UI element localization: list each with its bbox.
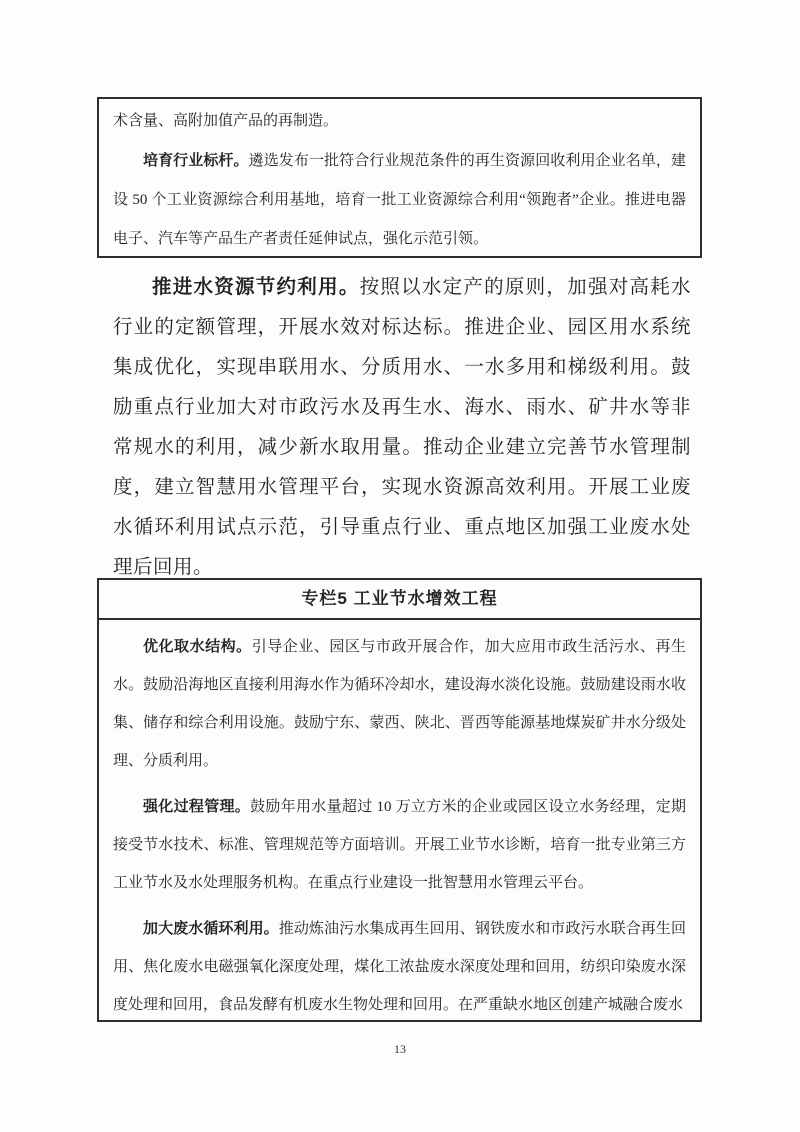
intake-structure-lead: 优化取水结构。 <box>143 638 252 655</box>
box-industry-benchmark <box>97 97 702 258</box>
water-conservation-body: 按照以水定产的原则，加强对高耗水行业的定额管理，开展水效对标达标。推进企业、园区用水系统集成优化，实现串联用水、分质用水、一水多用和梯级利用。鼓励重点行业加大对市政污水及再生水、海水、雨水、矿井水等非常规水的利用，减少新水取用量。推动企业建立完善节水管理制度，建立智慧用水管理平台，实现水资源高效利用。开展工业废水循环利用试点示范，引导重点行业、重点地区加强工业废水处理后回用。 <box>113 277 691 578</box>
water-conservation-paragraph <box>113 267 691 588</box>
box-column5-water-saving <box>97 578 702 1022</box>
benchmark-paragraph-lead: 培育行业标杆。 <box>143 152 249 169</box>
column5-title: 专栏5 工业节水增效工程 <box>99 580 700 620</box>
column5-paragraph-wastewater-recycling <box>113 910 686 1022</box>
water-conservation-section <box>113 267 691 588</box>
benchmark-paragraph <box>113 141 686 258</box>
continuation-text: 术含量、高附加值产品的再制造。 <box>113 113 339 129</box>
process-management-body: 鼓励年用水量超过 10 万立方米的企业或园区设立水务经理，定期接受节水技术、标准、管理规范等方面培训。开展工业节水诊断，培育一批专业第三方工业节水及水处理服务机构。在重点行业建设一批智慧用水管理云平台。 <box>113 799 686 891</box>
water-conservation-lead: 推进水资源节约利用。 <box>152 276 360 298</box>
intake-structure-body: 引导企业、园区与市政开展合作，加大应用市政生活污水、再生水。鼓励沿海地区直接利用海水作为循环冷却水，建设海水淡化设施。鼓励建设雨水收集、储存和综合利用设施。鼓励宁东、蒙西、陕北、晋西等能源基地煤炭矿井水分级处理、分质利用。 <box>113 639 686 769</box>
column5-paragraph-process-management <box>113 788 686 902</box>
process-management-lead: 强化过程管理。 <box>143 798 251 815</box>
page-number: 13 <box>394 1042 406 1056</box>
benchmark-paragraph-body: 遴选发布一批符合行业规范条件的再生资源回收利用企业名单，建设 50 个工业资源综合利用基地，培育一批工业资源综合利用“领跑者”企业。推进电器电子、汽车等产品生产者责任延伸试点，强化示范引领。 <box>113 153 686 247</box>
wastewater-recycling-lead: 加大废水循环利用。 <box>143 920 279 937</box>
column5-paragraph-intake-structure <box>113 628 686 780</box>
column5-body <box>99 620 700 1022</box>
wastewater-recycling-body: 推动炼油污水集成再生回用、钢铁废水和市政污水联合再生回用、焦化废水电磁强氧化深度处理，煤化工浓盐废水深度处理和回用，纺织印染废水深度处理和回用，食品发酵有机废水生物处理和回用。在严重缺水地区创建产城融合废水 <box>113 921 686 1013</box>
